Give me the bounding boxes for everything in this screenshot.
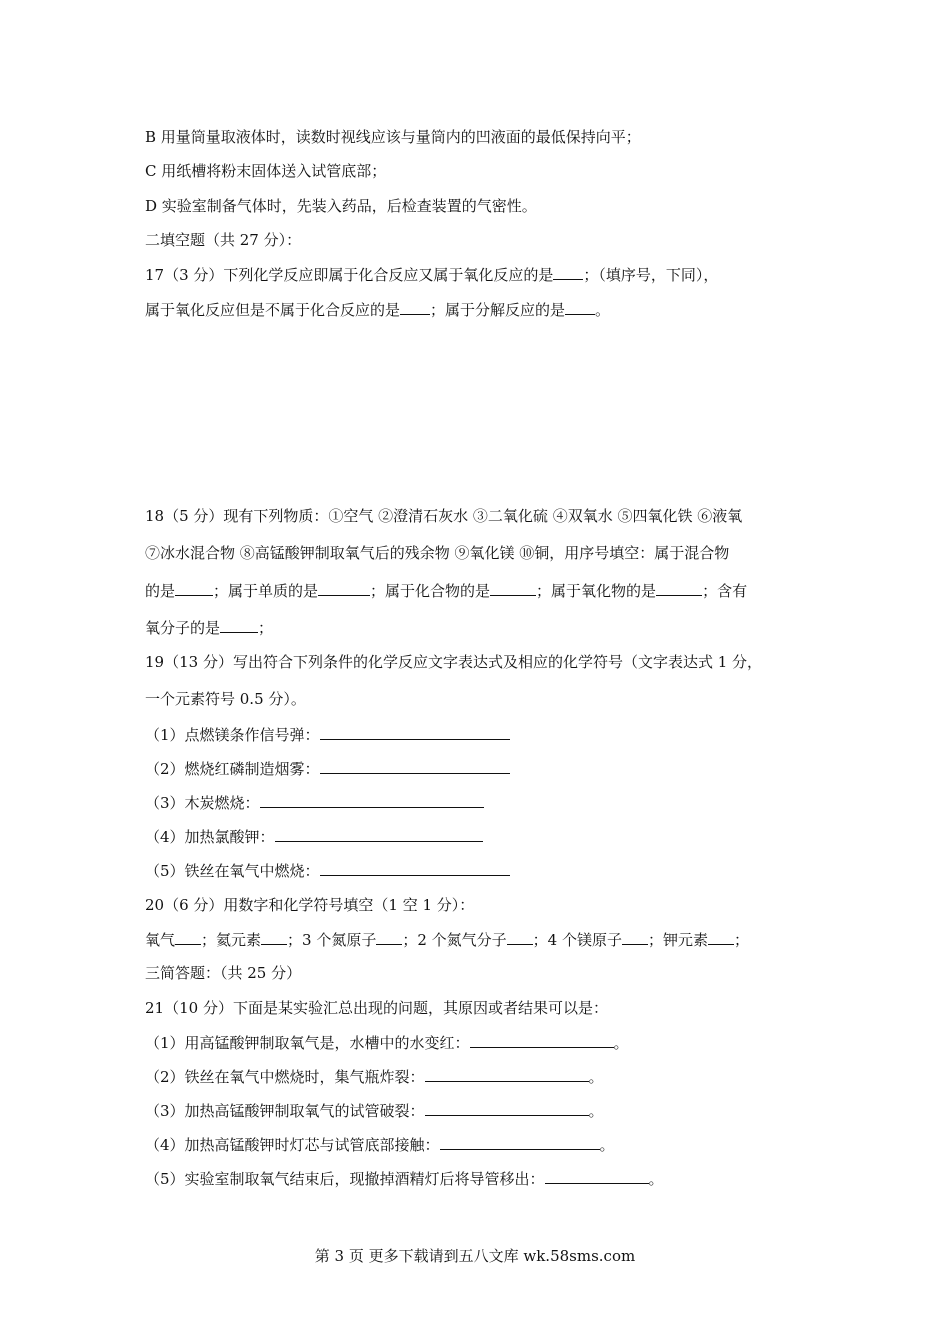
q21-item-1: （1）用高锰酸钾制取氧气是，水槽中的水变红： 。 — [145, 1034, 629, 1052]
q21-blank-4[interactable] — [440, 1134, 600, 1150]
q17-line-2: 属于氧化反应但是不属于化合反应的是 ；属于分解反应的是 。 — [145, 301, 611, 319]
q20-blank-6[interactable] — [708, 929, 734, 945]
q17-blank-1[interactable] — [553, 264, 583, 280]
q18-line-3: 的是 ；属于单质的是 ；属于化合物的是 ；属于氧化物的是 ；含有 — [145, 582, 748, 600]
q17-blank-3[interactable] — [565, 299, 595, 315]
section-2-heading: 二填空题（共 27 分）： — [145, 231, 302, 249]
page-footer: 第 3 页 更多下载请到五八文库 wk.58sms.com — [314, 1247, 636, 1265]
q21-item-4: （4）加热高锰酸钾时灯芯与试管底部接触： 。 — [145, 1136, 615, 1154]
option-d: D 实验室制备气体时，先装入药品，后检查装置的气密性。 — [145, 197, 537, 215]
option-b: B 用量筒量取液体时，读数时视线应该与量筒内的凹液面的最低保持向平； — [145, 128, 641, 146]
section-3-heading: 三简答题：（共 25 分） — [145, 964, 302, 982]
q21-blank-5[interactable] — [545, 1168, 649, 1184]
q18-line-1: 18（5 分）现有下列物质：①空气 ②澄清石灰水 ③二氧化硫 ④双氧水 ⑤四氧化铁 ⑥液氧 — [145, 507, 743, 525]
q18-line-4: 氧分子的是 ； — [145, 619, 274, 637]
q20-line-1: 20（6 分）用数字和化学符号填空（1 空 1 分）： — [145, 896, 475, 914]
q17-line-1: 17（3 分）下列化学反应即属于化合反应又属于氧化反应的是 ；（填序号，下同）， — [145, 266, 719, 284]
q19-item-5: （5）铁丝在氧气中燃烧： — [145, 860, 510, 881]
q20-blank-3[interactable] — [376, 929, 402, 945]
q20-line-2: 氧气 ；氦元素 ；3 个氮原子 ；2 个氮气分子 ；4 个镁原子 ；钾元素 ； — [145, 931, 749, 949]
q17-blank-2[interactable] — [400, 299, 430, 315]
q19-line-2: 一个元素符号 0.5 分）。 — [145, 690, 306, 708]
q20-blank-1[interactable] — [175, 929, 201, 945]
q18-blank-5[interactable] — [220, 617, 258, 633]
q19-item-3: （3）木炭燃烧： — [145, 792, 484, 813]
option-c: C 用纸槽将粉末固体送入试管底部； — [145, 162, 387, 180]
q19-item-1: （1）点燃镁条作信号弹： — [145, 724, 510, 745]
q21-blank-1[interactable] — [470, 1032, 614, 1048]
q18-blank-1[interactable] — [175, 580, 213, 596]
q20-blank-2[interactable] — [261, 929, 287, 945]
q21-item-3: （3）加热高锰酸钾制取氧气的试管破裂： 。 — [145, 1102, 604, 1120]
q18-line-2: ⑦冰水混合物 ⑧高锰酸钾制取氧气后的残余物 ⑨氧化镁 ⑩铜，用序号填空：属于混合物 — [145, 544, 730, 562]
q19-blank-4[interactable] — [275, 826, 483, 842]
q19-line-1: 19（13 分）写出符合下列条件的化学反应文字表达式及相应的化学符号（文字表达式 1 分， — [145, 653, 763, 671]
q19-item-4: （4）加热氯酸钾： — [145, 826, 483, 847]
q19-blank-3[interactable] — [260, 792, 484, 808]
q20-blank-5[interactable] — [622, 929, 648, 945]
q19-item-2: （2）燃烧红磷制造烟雾： — [145, 758, 510, 779]
q21-blank-2[interactable] — [425, 1066, 589, 1082]
q20-blank-4[interactable] — [507, 929, 533, 945]
q19-blank-1[interactable] — [320, 724, 510, 740]
q19-blank-5[interactable] — [320, 860, 510, 876]
q19-blank-2[interactable] — [320, 758, 510, 774]
q21-blank-3[interactable] — [425, 1100, 589, 1116]
q21-item-5: （5）实验室制取氧气结束后，现撤掉酒精灯后将导管移出： 。 — [145, 1170, 664, 1188]
q21-line-1: 21（10 分）下面是某实验汇总出现的问题，其原因或者结果可以是： — [145, 999, 608, 1017]
q21-item-2: （2）铁丝在氧气中燃烧时，集气瓶炸裂： 。 — [145, 1068, 604, 1086]
q18-blank-3[interactable] — [490, 580, 536, 596]
q18-blank-2[interactable] — [318, 580, 370, 596]
q18-blank-4[interactable] — [656, 580, 702, 596]
